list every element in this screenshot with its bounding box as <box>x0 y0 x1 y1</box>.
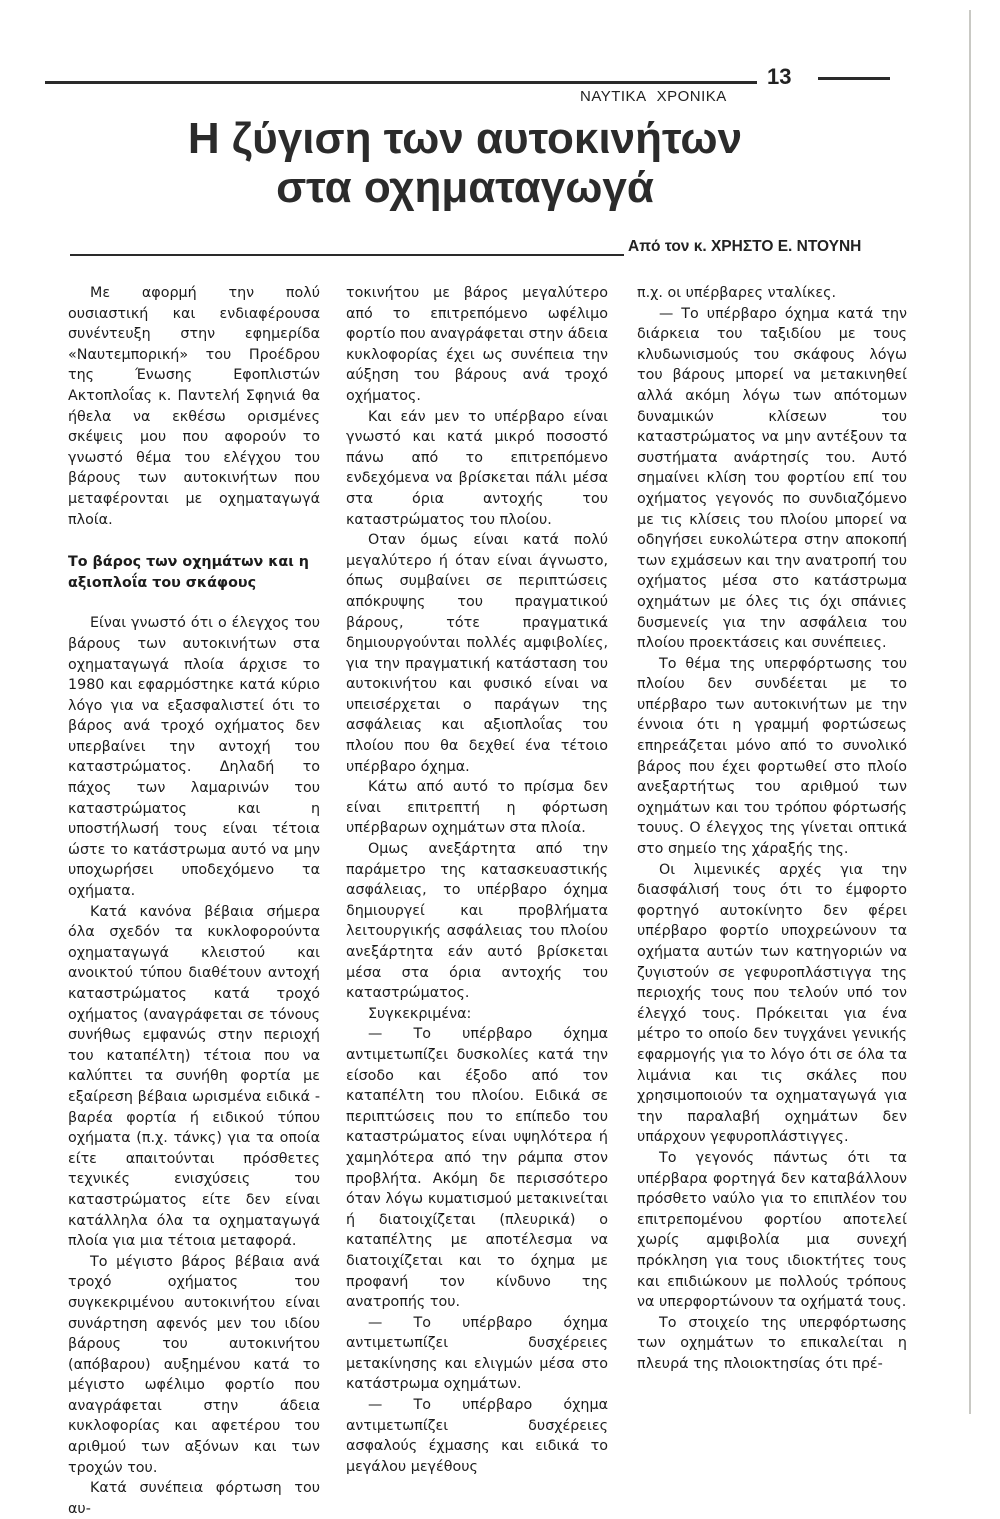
byline-rule <box>70 254 624 256</box>
paragraph: Με αφορμή την πολύ ουσιαστική και ενδιαφέρουσα συνέντευξη στην εφημερίδα «Ναυτεμπορική» του Προέδρου της Ένωσης Εφοπλιστών Ακτοπλοΐας κ. Παντελή Σφηνιά θα ήθελα να εκθέσω ορισμένες σκέψεις μου που αφορούν το γνωστό θέμα του ελέγχου του βάρους των αυτοκινήτων που μεταφέρονται με οχηματαγωγά πλοία. <box>68 285 320 528</box>
paragraph: Το γεγονός πάντως ότι τα υπέρβαρα φορτηγά δεν καταβάλλουν πρόσθετο ναύλο για το επιπλέον του επιτρεπομένου φορτίου αποτελεί χωρίς αμφιβολία μια συνεχή πρόκληση για τους ιδιοκτήτες τους και επιδιώκουν με πολλούς τρόπους να υπερφορτώνουν τα οχήματά τους. <box>637 1149 907 1311</box>
paragraph: Είναι γνωστό ότι ο έλεγχος του βάρους των αυτοκινήτων στα οχηματαγωγά πλοία άρχισε το 1980 και εφαρμόστηκε κατά κύριο λόγο για να εξασφαλιστεί ότι το βάρος ανά τροχό οχήματος δεν υπερβαίνει την αντοχή του καταστρώματος. Δηλαδή το πάχος των λαμαρινών του καταστρώματος και η υποστήλωσή τους είναι τέτοια ώστε το κατάστρωμα αυτό να μην υποχωρήσει υποδεχόμενο τα οχήματα. <box>68 615 320 900</box>
paragraph: — Το υπέρβαρο όχημα αντιμετωπίζει δυσχέρειες μετακίνησης και ελιγμών μέσα στο κατάστρωμα οχημάτων. <box>346 1314 608 1393</box>
paragraph: Κατά κανόνα βέβαια σήμερα όλα σχεδόν τα κυκλοφορούντα οχηματαγωγά κλειστού και ανοικτού τύπου διαθέτουν αντοχή καταστρώματος κατά τροχό οχήματος (αναγράφεται σε τόνους συνήθως εμφανώς στην περιοχή του καταπέλτη) τέτοια που να καλύπτει τα συνήθη φορτία με εξαίρεση βέβαια ωρισμένα ειδικά - βαρέα φορτία ή ειδικού τύπου οχήματα (π.χ. τάνκς) για τα οποία είτε απαιτούνται πρόσθετες τεχνικές ενισχύσεις του καταστρώματος είτε δεν είναι κατάλληλα όλα τα οχηματαγωγά πλοία για μια τέτοια μεταφορά. <box>68 903 320 1250</box>
paragraph: Οταν όμως είναι κατά πολύ μεγαλύτερο ή όταν είναι άγνωστο, όπως συμβαίνει σε περιπτώσεις απόκρυψης του πραγματικού βάρους, τότε πραγματικά δημιουργούνται πολλές αμφιβολίες, για την πραγματική κατάσταση του αυτοκινήτου και φυσικό είναι να υπεισέρχεται ο παράγων της ασφάλειας και αξιοπλοΐας του πλοίου που θα δεχθεί ένα τέτοιο υπέρβαρο όχημα. <box>346 532 608 775</box>
text-column-2 <box>346 283 608 1477</box>
paragraph: Συγκεκριμένα: <box>368 1005 472 1022</box>
paragraph: Ομως ανεξάρτητα από την παράμετρο της κατασκευαστικής ασφάλειας, το υπέρβαρο όχημα δημιουργεί και προβλήματα λειτουργικής ασφάλειας του πλοίου ανεξάρτητα εάν αυτό βρίσκεται μέσα στα όρια αντοχής του καταστρώματος. <box>346 841 608 1002</box>
publication-name-word: ΝΑΥΤΙΚΑ <box>580 88 647 105</box>
paragraph: τοκινήτου με βάρος μεγαλύτερο από το επιτρεπόμενο ωφέλιμο φορτίο που αναγράφεται στην άδεια κυκλοφορίας έχει ως συνέπεια την αύξηση του βάρους ανά τροχό οχήματος. <box>346 285 608 404</box>
author-byline: Από τον κ. ΧΡΗΣΤΟ Ε. ΝΤΟΥΝΗ <box>628 238 862 255</box>
page-edge <box>969 10 971 1414</box>
text-column-1 <box>68 283 320 1519</box>
paragraph: Το θέμα της υπερφόρτωσης του πλοίου δεν συνδέεται με το υπέρβαρο των αυτοκινήτων με την έννοια ότι η γραμμή φορτώσεως επηρεάζεται μόνο από το συνολικό βάρος που έχει φορτωθεί στο πλοίο ανεξαρτήτως του αριθμού των οχημάτων και του τρόπου φόρτωσής τουυς. Ο έλεγχος της γίνεται οπτικά στο σημείο της χάραξής της. <box>637 655 907 858</box>
paragraph: Το στοιχείο της υπερφόρτωσης των οχημάτων το επικαλείται η πλευρά της πλοιοκτησίας ότι πρέ- <box>637 1314 907 1372</box>
paragraph: Οι λιμενικές αρχές για την διασφάλισή τους ότι το έμφορτο φορτηγό αυτοκίνητο δεν φέρει υπέρβαρο φορτίο υποχρεώνουν τα οχήματα αυτών των κατηγοριών να ζυγιστούν σε γεφυροπλάστιγγα της περιοχής τους που τελούν υπό τον έλεγχό τους. Πρόκειται για ένα μέτρο το οποίο δεν τυγχάνει γενικής εφαρμογής για το λόγο ότι σε όλα τα λιμάνια και τις σκάλες που χρησιμοποιούν τα οχηματαγωγά για την παραλαβή οχημάτων δεν υπάρχουν γεφυροπλάστιγγες. <box>637 861 907 1146</box>
article-title-line-2: στα οχηματαγωγά <box>276 163 654 212</box>
header-rule-left <box>45 81 757 84</box>
paragraph: — Το υπέρβαρο όχημα αντιμετωπίζει δυσκολίες κατά την είσοδο και έξοδο από τον καταπέλτη του πλοίου. Ειδικά σε περιπτώσεις που το επίπεδο του καταστρώματος είναι υψηλότερα ή χαμηλότερα από την ράμπα στον προβλήτα. Ακόμη δε περισσότερο όταν λόγω κυματισμού μετακινείται ή διατοιχίζεται (πλευρικά) ο καταπέλτης με αποτέλεσμα να διατοιχίζεται και το όχημα με προφανή τον κίνδυνο της ανατροπής του. <box>346 1026 608 1311</box>
article-title-line-1: Η ζύγιση των αυτοκινήτων <box>187 114 743 163</box>
header-rule-right <box>818 77 890 80</box>
paragraph: Κατά συνέπεια φόρτωση του αυ- <box>68 1480 320 1517</box>
paragraph: π.χ. οι υπέρβαρες νταλίκες. <box>637 285 837 301</box>
publication-name-word: ΧΡΟΝΙΚΑ <box>656 88 727 105</box>
paragraph: — Το υπέρβαρο όχημα κατά την διάρκεια του ταξιδίου με τους κλυδωνισμούς του σκάφους λόγω του βάρους μπορεί να μετακινηθεί αλλά ακόμη λόγω των απότομων δυναμικών κλίσεων του καταστρώματος να μην αντέξουν τα συστήματα ανάρτησίς του. Αυτό σημαίνει κλίση του φορτίου επί του οχήματος γεγονός πο συνδιαζόμενο με τις κλίσεις του πλοίου μπορεί να οδηγήσει ευκολώτερα στην αποκοπή των εχμάσεων και την ανατροπή του οχήματος μέσα στο κατάστρωμα οχημάτων με όλες τις όχι σπάνιες δυσμενείς για την ασφάλεια του πλοίου προεκτάσεις και συνέπειες. <box>637 305 907 652</box>
publication-name <box>580 88 737 105</box>
paragraph: Το μέγιστο βάρος βέβαια ανά τροχό οχήματος του συγκεκριμένου αυτοκινήτου είναι συνάρτηση αφενός μεν του ιδίου βάρους του αυτοκινήτου (απόβαρου) αυξημένου κατά το μέγιστο ωφέλιμο φορτίο που αναγράφεται στην άδεια κυκλοφορίας και αφετέρου του αριθμού των αξόνων και των τροχών του. <box>68 1253 320 1476</box>
section-heading: Το βάρος των οχημάτων και η αξιοπλοΐα του σκάφους <box>68 554 309 591</box>
paragraph: Κάτω από αυτό το πρίσμα δεν είναι επιτρεπτή η φόρτωση υπέρβαρων οχημάτων στα πλοία. <box>346 779 608 837</box>
text-column-3 <box>637 283 907 1374</box>
page-number: 13 <box>767 64 792 89</box>
paragraph: — Το υπέρβαρο όχημα αντιμετωπίζει δυσχέρειες ασφαλούς έχμασης και ειδικά το μεγάλου μεγέθους <box>346 1397 608 1475</box>
paragraph: Και εάν μεν το υπέρβαρο είναι γνωστό και κατά μικρό ποσοστό πάνω από το επιτρεπόμενο ενδεχόμενα να βρίσκεται πάλι μέσα στα όρια αντοχής του καταστρώματος του πλοίου. <box>346 408 608 528</box>
